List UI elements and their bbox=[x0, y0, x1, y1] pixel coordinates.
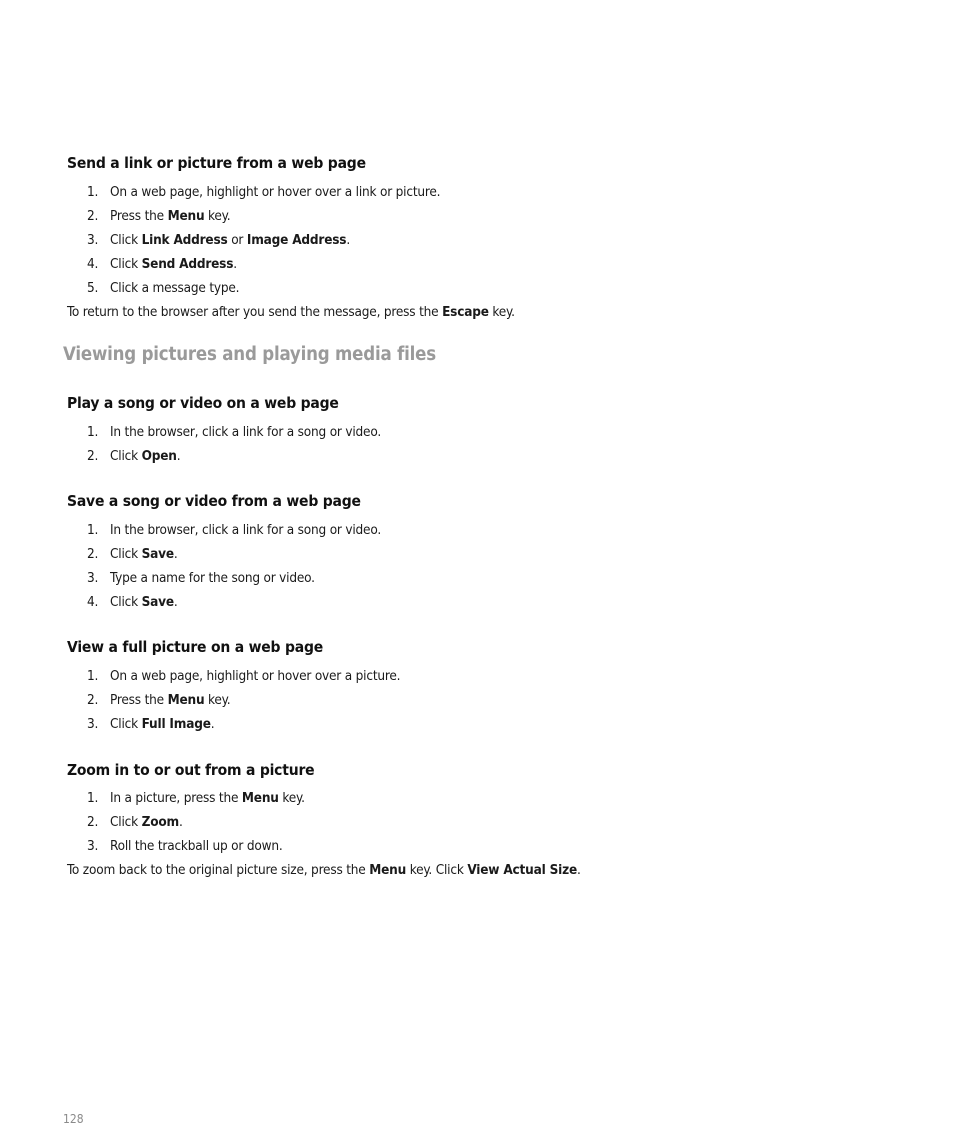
step-number: 2. bbox=[87, 692, 99, 708]
step-number: 2. bbox=[87, 208, 99, 224]
step-text bbox=[110, 228, 350, 252]
bold-term: Menu bbox=[167, 692, 205, 708]
bold-term: Save bbox=[141, 546, 174, 562]
bold-term: Image Address bbox=[246, 232, 347, 248]
step-text bbox=[110, 444, 180, 468]
text-run: key. bbox=[488, 304, 515, 320]
step-text bbox=[110, 252, 237, 276]
text-run: Roll the trackball up or down. bbox=[110, 838, 283, 854]
step-number: 1. bbox=[87, 668, 99, 684]
task-heading-zoom: Zoom in to or out from a picture bbox=[67, 761, 315, 779]
step-number: 2. bbox=[87, 448, 99, 464]
bold-term: Menu bbox=[167, 208, 205, 224]
text-run: Click bbox=[110, 448, 142, 464]
step-text bbox=[110, 712, 214, 736]
text-run: . bbox=[346, 232, 350, 248]
task-heading-view-picture: View a full picture on a web page bbox=[67, 638, 323, 656]
bold-term: Send Address bbox=[141, 256, 234, 272]
text-run: Click a message type. bbox=[110, 280, 240, 296]
bold-term: Link Address bbox=[141, 232, 228, 248]
text-run: . bbox=[176, 448, 181, 464]
text-run: key. Click bbox=[406, 862, 468, 878]
text-run: On a web page, highlight or hover over a picture. bbox=[110, 668, 401, 684]
step-text bbox=[110, 566, 315, 590]
step-text bbox=[110, 590, 178, 614]
text-run: Press the bbox=[110, 208, 168, 224]
step-text bbox=[110, 688, 230, 712]
task-heading-save-song: Save a song or video from a web page bbox=[67, 492, 361, 510]
step-number: 2. bbox=[87, 546, 99, 562]
page-number: 128 bbox=[63, 1112, 84, 1126]
step-number: 4. bbox=[87, 594, 99, 610]
text-run: In the browser, click a link for a song or video. bbox=[110, 424, 381, 440]
text-run: . bbox=[173, 594, 178, 610]
step-number: 2. bbox=[87, 814, 99, 830]
text-run: Click bbox=[110, 546, 142, 562]
step-number: 3. bbox=[87, 232, 99, 248]
step-text bbox=[110, 834, 283, 858]
text-run: Click bbox=[110, 594, 142, 610]
text-run: To return to the browser after you send the message, press the bbox=[67, 304, 443, 320]
note-send-link bbox=[67, 300, 515, 324]
text-run: key. bbox=[204, 208, 231, 224]
bold-term: Save bbox=[141, 594, 174, 610]
task-heading-play-song: Play a song or video on a web page bbox=[67, 394, 339, 412]
step-number: 1. bbox=[87, 184, 99, 200]
text-run: On a web page, highlight or hover over a link or picture. bbox=[110, 184, 441, 200]
bold-term: Menu bbox=[241, 790, 279, 806]
step-text bbox=[110, 276, 239, 300]
step-number: 1. bbox=[87, 790, 99, 806]
text-run: Press the bbox=[110, 692, 168, 708]
step-text bbox=[110, 810, 183, 834]
bold-term: Menu bbox=[369, 862, 407, 878]
step-text bbox=[110, 664, 400, 688]
step-text bbox=[110, 180, 440, 204]
text-run: To zoom back to the original picture size, press the bbox=[67, 862, 370, 878]
step-number: 5. bbox=[87, 280, 99, 296]
text-run: In the browser, click a link for a song or video. bbox=[110, 522, 381, 538]
text-run: . bbox=[210, 716, 215, 732]
text-run: key. bbox=[204, 692, 231, 708]
section-heading-media: Viewing pictures and playing media files bbox=[63, 344, 436, 365]
text-run: . bbox=[576, 862, 581, 878]
step-number: 4. bbox=[87, 256, 99, 272]
text-run: . bbox=[173, 546, 178, 562]
text-run: Type a name for the song or video. bbox=[110, 570, 315, 586]
step-number: 1. bbox=[87, 424, 99, 440]
text-run: In a picture, press the bbox=[110, 790, 242, 806]
bold-term: Open bbox=[141, 448, 177, 464]
text-run: Click bbox=[110, 256, 142, 272]
note-zoom bbox=[67, 858, 581, 882]
step-number: 3. bbox=[87, 570, 99, 586]
bold-term: Escape bbox=[442, 304, 489, 320]
step-text bbox=[110, 204, 230, 228]
bold-term: Full Image bbox=[141, 716, 211, 732]
text-run: . bbox=[233, 256, 237, 272]
text-run: key. bbox=[278, 790, 305, 806]
step-text bbox=[110, 420, 381, 444]
text-run: or bbox=[227, 232, 247, 248]
step-number: 3. bbox=[87, 838, 99, 854]
text-run: Click bbox=[110, 716, 142, 732]
text-run: Click bbox=[110, 232, 142, 248]
step-text bbox=[110, 518, 381, 542]
step-text bbox=[110, 542, 178, 566]
text-run: Click bbox=[110, 814, 142, 830]
step-number: 1. bbox=[87, 522, 99, 538]
text-run: . bbox=[178, 814, 183, 830]
bold-term: View Actual Size bbox=[467, 862, 577, 878]
step-text bbox=[110, 786, 305, 810]
bold-term: Zoom bbox=[141, 814, 179, 830]
step-number: 3. bbox=[87, 716, 99, 732]
task-heading-send-link: Send a link or picture from a web page bbox=[67, 154, 366, 172]
